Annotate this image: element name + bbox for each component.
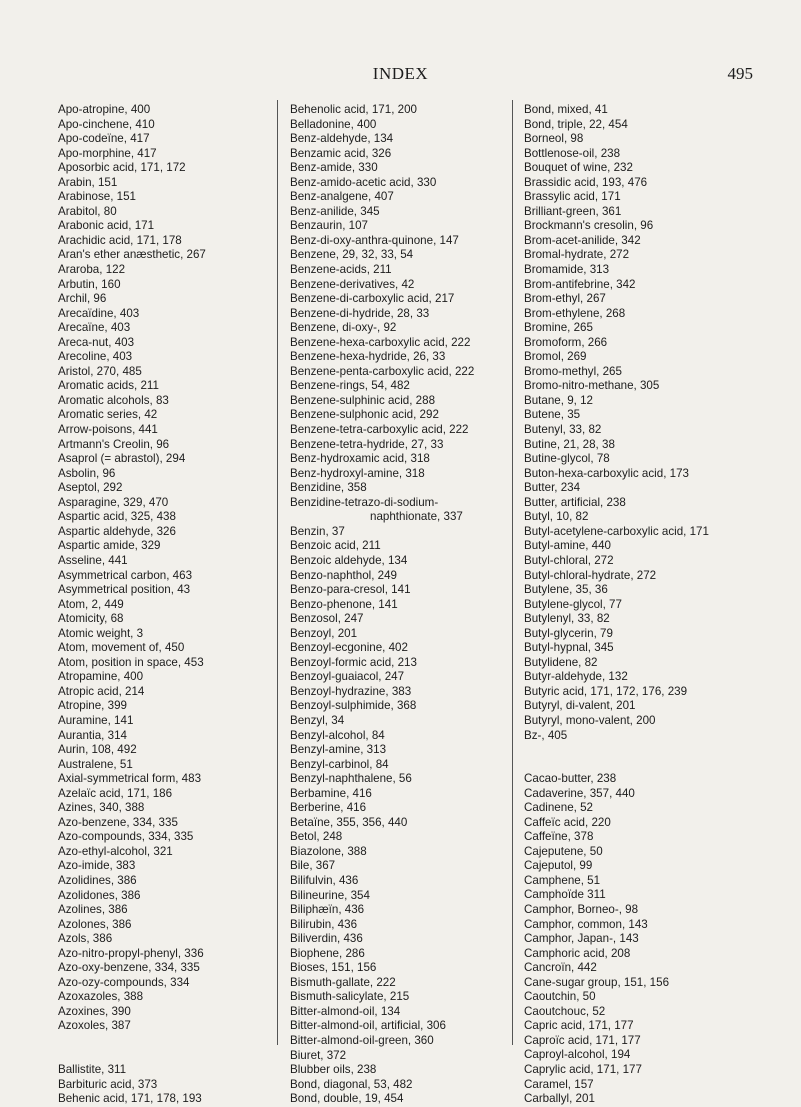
index-entry: Butter, 234	[524, 481, 581, 495]
index-entry: Atropine, 399	[58, 699, 127, 713]
index-entry: Caproïc acid, 171, 177	[524, 1033, 641, 1047]
index-entry: Bromol, 269	[524, 350, 587, 364]
index-entry: Camphoric acid, 208	[524, 946, 631, 960]
index-entry: Cajeputene, 50	[524, 844, 603, 858]
index-entry: Benzene-sulphonic acid, 292	[290, 408, 439, 422]
index-column-3	[524, 103, 764, 1107]
index-entry: Benzene-hexa-carboxylic acid, 222	[290, 335, 471, 349]
index-entry: Atom, position in space, 453	[58, 655, 204, 669]
index-entry: Benzene, 29, 32, 33, 54	[290, 248, 414, 262]
index-entry: Benzoyl-ecgonine, 402	[290, 641, 408, 655]
index-column-2	[290, 103, 525, 1107]
index-entry: Camphor, common, 143	[524, 917, 648, 931]
index-entry: Butylene, 35, 36	[524, 583, 608, 597]
index-entry: Benzaurin, 107	[290, 219, 368, 233]
index-entry: Benz-amide, 330	[290, 161, 378, 175]
index-entry: Butyl-acetylene-carboxylic acid, 171	[524, 524, 709, 538]
index-entry: Bromal-hydrate, 272	[524, 248, 630, 262]
index-entry: Benzene, di-oxy-, 92	[290, 321, 397, 335]
index-entry: Atomicity, 68	[58, 612, 124, 626]
index-entry: Benzoyl-hydrazine, 383	[290, 684, 412, 698]
index-entry: Benzoic acid, 211	[290, 539, 381, 553]
index-entry: Butyl-chloral, 272	[524, 553, 614, 567]
index-entry: Benzene-di-carboxylic acid, 217	[290, 292, 455, 306]
index-entry: Azolidines, 386	[58, 873, 137, 887]
index-entry: Butene, 35	[524, 408, 581, 422]
index-entry: Aspartic amide, 329	[58, 539, 161, 553]
index-entry: Butenyl, 33, 82	[524, 423, 602, 437]
index-entry: Butyl-glycerin, 79	[524, 626, 613, 640]
index-entry: Benzyl, 34	[290, 713, 345, 727]
index-entry: Behenolic acid, 171, 200	[290, 103, 417, 116]
index-entry: Benzene-hexa-hydride, 26, 33	[290, 350, 446, 364]
page-number: 495	[727, 64, 753, 83]
index-entry: Benzyl-alcohol, 84	[290, 728, 385, 742]
index-entry: Brassidic acid, 193, 476	[524, 175, 648, 189]
index-entry: Butane, 9, 12	[524, 393, 593, 407]
index-entry: Biuret, 372	[290, 1048, 347, 1062]
index-entry: Asaprol (= abrastol), 294	[58, 452, 186, 466]
index-entry: Benzoyl-formic acid, 213	[290, 655, 417, 669]
index-entry: Arabinose, 151	[58, 190, 136, 204]
index-entry: Bismuth-salicylate, 215	[290, 990, 410, 1004]
index-entry: Brom-antifebrine, 342	[524, 277, 636, 291]
index-entry: Butyl-chloral-hydrate, 272	[524, 568, 657, 582]
index-entry: Biliphæïn, 436	[290, 903, 365, 917]
index-entry: Areca-nut, 403	[58, 335, 135, 349]
index-entry: Azo-compounds, 334, 335	[58, 830, 194, 844]
index-entry: Biazolone, 388	[290, 844, 367, 858]
index-entry: Bismuth-gallate, 222	[290, 975, 396, 989]
index-entry: Caramel, 157	[524, 1077, 594, 1091]
index-entry: Benzo-phenone, 141	[290, 597, 398, 611]
index-entry: Butyryl, di-valent, 201	[524, 699, 636, 713]
index-entry: Azo-oxy-benzene, 334, 335	[58, 961, 200, 975]
index-entry: Bilifulvin, 436	[290, 873, 359, 887]
index-entry: Australene, 51	[58, 757, 133, 771]
index-entry: Apo-morphine, 417	[58, 146, 157, 160]
section-gap	[58, 1034, 293, 1063]
index-entry: Benzene-sulphinic acid, 288	[290, 393, 436, 407]
index-entry: Brom-acet-anilide, 342	[524, 233, 641, 247]
index-entry: Azines, 340, 388	[58, 801, 145, 815]
index-entry: Aspartic aldehyde, 326	[58, 524, 176, 538]
index-entry: Borneol, 98	[524, 132, 584, 146]
index-entry: Bond, mixed, 41	[524, 103, 608, 116]
index-entry: Butyl-amine, 440	[524, 539, 611, 553]
index-entry: Betaïne, 355, 356, 440	[290, 815, 408, 829]
index-entry: Araroba, 122	[58, 263, 126, 277]
index-column-1	[58, 103, 293, 1107]
index-entry: Butylene-glycol, 77	[524, 597, 622, 611]
index-entry: Bile, 367	[290, 859, 336, 873]
index-entry: Betol, 248	[290, 830, 343, 844]
index-entry: Aromatic acids, 211	[58, 379, 159, 393]
index-entry: Artmann's Creolin, 96	[58, 437, 170, 451]
index-entry: Arecoline, 403	[58, 350, 133, 364]
index-entry: Benz-anilide, 345	[290, 204, 380, 218]
index-entry: Bromo-methyl, 265	[524, 364, 622, 378]
index-entry: Arachidic acid, 171, 178	[58, 233, 182, 247]
index-entry: Benzo-naphthol, 249	[290, 568, 398, 582]
index-entry: Asbolin, 96	[58, 466, 116, 480]
index-entry: Bz-, 405	[524, 728, 568, 742]
index-entry: Cancroïn, 442	[524, 961, 597, 975]
index-entry: Benzene-tetra-carboxylic acid, 222	[290, 423, 469, 437]
index-entry: Bioses, 151, 156	[290, 961, 377, 975]
index-entry: Biliverdin, 436	[290, 932, 363, 946]
index-entry: Bromoform, 266	[524, 335, 608, 349]
index-entry: Blubber oils, 238	[290, 1063, 377, 1077]
index-entry: Benz-di-oxy-anthra-quinone, 147	[290, 233, 459, 247]
index-entry: Carballyl, 201	[524, 1092, 595, 1106]
index-entry: Benzidine-tetrazo-di-sodium-	[290, 495, 439, 509]
index-entry: Benzoic aldehyde, 134	[290, 553, 408, 567]
index-entry: Benz-hydroxamic acid, 318	[290, 452, 430, 466]
index-entry: Aurin, 108, 492	[58, 743, 137, 757]
index-entry: Bromo-nitro-methane, 305	[524, 379, 660, 393]
index-entry: Bilineurine, 354	[290, 888, 370, 902]
index-entry: Bond, triple, 22, 454	[524, 117, 628, 131]
index-entry: Auramine, 141	[58, 713, 134, 727]
index-entry: Caffeïc acid, 220	[524, 815, 611, 829]
index-entry: Benzin, 37	[290, 524, 345, 538]
index-entry: Butyr-aldehyde, 132	[524, 670, 628, 684]
index-entry: Brockmann's cresolin, 96	[524, 219, 654, 233]
index-entry: Azoxazoles, 388	[58, 990, 144, 1004]
index-entry: Butyryl, mono-valent, 200	[524, 713, 656, 727]
index-entry: Caprylic acid, 171, 177	[524, 1063, 642, 1076]
index-entry: Aromatic series, 42	[58, 408, 158, 422]
index-entry: Aseptol, 292	[58, 481, 123, 495]
index-entry: Benzoyl-guaiacol, 247	[290, 670, 405, 684]
index-entry: Benz-amido-acetic acid, 330	[290, 175, 437, 189]
index-entry: Benzosol, 247	[290, 612, 364, 626]
index-entry: Atropamine, 400	[58, 670, 144, 684]
index-entry: Barbituric acid, 373	[58, 1077, 158, 1091]
index-entry: Benzoyl, 201	[290, 626, 358, 640]
index-entry: Azolidones, 386	[58, 888, 141, 902]
index-entry: Arecaïne, 403	[58, 321, 131, 335]
index-entry: Butyl-hypnal, 345	[524, 641, 614, 655]
index-entry: Biophene, 286	[290, 946, 365, 960]
index-entry: Bouquet of wine, 232	[524, 161, 633, 175]
index-entry: Benzoyl-sulphimide, 368	[290, 699, 417, 713]
index-entry: Arabin, 151	[58, 175, 118, 189]
index-entry: Ballistite, 311	[58, 1063, 127, 1076]
index-entry: Azo-benzene, 334, 335	[58, 815, 178, 829]
index-entry: Bond, diagonal, 53, 482	[290, 1077, 413, 1091]
index-entry: Butylenyl, 33, 82	[524, 612, 610, 626]
index-entry: Apo-codeïne, 417	[58, 132, 150, 146]
index-entry: Benzo-para-cresol, 141	[290, 583, 411, 597]
index-entry: Benzamic acid, 326	[290, 146, 392, 160]
index-entry: Arrow-poisons, 441	[58, 423, 158, 437]
index-entry: Archil, 96	[58, 292, 107, 306]
index-entry: Brom-ethyl, 267	[524, 292, 606, 306]
index-entry: Cadaverine, 357, 440	[524, 786, 635, 800]
index-entry: Bitter-almond-oil, 134	[290, 1004, 401, 1018]
index-entry: Cadinene, 52	[524, 801, 593, 815]
index-entry: Azols, 386	[58, 932, 113, 946]
index-entry: Belladonine, 400	[290, 117, 377, 131]
index-entry: Arbutin, 160	[58, 277, 121, 291]
index-entry: Atom, movement of, 450	[58, 641, 185, 655]
index-entry: Butine, 21, 28, 38	[524, 437, 615, 451]
index-entry: Cane-sugar group, 151, 156	[524, 975, 670, 989]
index-entry: Caoutchin, 50	[524, 990, 596, 1004]
index-entry: Arecaïdine, 403	[58, 306, 140, 320]
index-entry: Camphor, Japan-, 143	[524, 932, 639, 946]
index-entry: Caoutchouc, 52	[524, 1004, 606, 1018]
index-entry: Benz-aldehyde, 134	[290, 132, 394, 146]
index-entry: Bottlenose-oil, 238	[524, 146, 621, 160]
index-entry: Caffeïne, 378	[524, 830, 594, 844]
index-entry: Camphene, 51	[524, 873, 601, 887]
index-entry: Benzene-acids, 211	[290, 263, 392, 277]
index-entry: Cacao-butter, 238	[524, 772, 617, 786]
index-entry: Behenic acid, 171, 178, 193	[58, 1092, 202, 1106]
index-entry: Azo-imide, 383	[58, 859, 136, 873]
index-entry: Azoxines, 390	[58, 1004, 131, 1018]
index-entry: Butter, artificial, 238	[524, 495, 626, 509]
index-entry: Bilirubin, 436	[290, 917, 358, 931]
index-entry: Azolones, 386	[58, 917, 132, 931]
index-entry: Benzene-rings, 54, 482	[290, 379, 410, 393]
index-entry: Arabonic acid, 171	[58, 219, 155, 233]
index-entry: Azo-ozy-compounds, 334	[58, 975, 190, 989]
index-entry: Benzyl-carbinol, 84	[290, 757, 389, 771]
index-entry: Apo-cinchene, 410	[58, 117, 155, 131]
index-entry: Capric acid, 171, 177	[524, 1019, 634, 1033]
index-entry: Azelaïc acid, 171, 186	[58, 786, 173, 800]
index-entry: Benzene-tetra-hydride, 27, 33	[290, 437, 444, 451]
index-entry: Brom-ethylene, 268	[524, 306, 626, 320]
index-entry: Benzene-di-hydride, 28, 33	[290, 306, 430, 320]
section-gap	[524, 743, 764, 772]
index-entry: Bromine, 265	[524, 321, 593, 335]
index-entry: Bitter-almond-oil, artificial, 306	[290, 1019, 446, 1033]
index-entry: Azolines, 386	[58, 903, 128, 917]
index-entry: Arabitol, 80	[58, 204, 117, 218]
index-entry: Camphor, Borneo-, 98	[524, 902, 639, 916]
index-entry: naphthionate, 337	[370, 510, 463, 524]
index-entry: Axial-symmetrical form, 483	[58, 772, 202, 786]
index-entry: Azoxoles, 387	[58, 1019, 131, 1033]
index-entry: Buton-hexa-carboxylic acid, 173	[524, 466, 689, 480]
index-entry: Aposorbic acid, 171, 172	[58, 161, 186, 175]
index-entry: Benzyl-naphthalene, 56	[290, 772, 412, 786]
index-entry: Apo-atropine, 400	[58, 103, 151, 116]
index-entry: Benz-hydroxyl-amine, 318	[290, 466, 425, 480]
index-entry: Aran's ether anæsthetic, 267	[58, 248, 206, 262]
index-entry: Atomic weight, 3	[58, 626, 144, 640]
index-entry: Berbamine, 416	[290, 786, 372, 800]
index-entry: Aristol, 270, 485	[58, 364, 142, 378]
index-entry: Asparagine, 329, 470	[58, 495, 169, 509]
index-entry: Asseline, 441	[58, 553, 128, 567]
index-entry: Atom, 2, 449	[58, 597, 124, 611]
index-entry: Asymmetrical carbon, 463	[58, 568, 193, 582]
index-entry: Cajeputol, 99	[524, 859, 593, 873]
index-entry: Bond, double, 19, 454	[290, 1092, 404, 1106]
index-entry: Butyl, 10, 82	[524, 510, 589, 524]
index-entry: Benzidine, 358	[290, 481, 367, 495]
index-entry: Butylidene, 82	[524, 655, 598, 669]
index-entry: Bitter-almond-oil-green, 360	[290, 1034, 434, 1047]
running-title: INDEX	[372, 64, 429, 83]
index-entry: Caproyl-alcohol, 194	[524, 1048, 631, 1062]
index-entry: Asymmetrical position, 43	[58, 583, 191, 597]
index-entry: Berberine, 416	[290, 801, 367, 815]
index-entry: Atropic acid, 214	[58, 684, 145, 698]
index-entry: Aurantia, 314	[58, 728, 127, 742]
index-entry: Bromamide, 313	[524, 263, 610, 277]
index-entry: Camphoïde 311	[524, 888, 606, 902]
index-entry: Brassylic acid, 171	[524, 190, 621, 204]
index-entry: Butyric acid, 171, 172, 176, 239	[524, 684, 688, 698]
index-entry: Azo-ethyl-alcohol, 321	[58, 844, 173, 858]
index-entry: Aromatic alcohols, 83	[58, 393, 169, 407]
index-entry: Brilliant-green, 361	[524, 204, 622, 218]
index-entry: Benzene-derivatives, 42	[290, 277, 415, 291]
index-entry: Benz-analgene, 407	[290, 190, 394, 204]
page-header	[0, 64, 801, 88]
index-entry: Butine-glycol, 78	[524, 452, 610, 466]
index-entry: Aspartic acid, 325, 438	[58, 510, 176, 524]
index-entry: Benzene-penta-carboxylic acid, 222	[290, 364, 475, 378]
index-entry: Azo-nitro-propyl-phenyl, 336	[58, 946, 204, 960]
index-entry: Benzyl-amine, 313	[290, 743, 387, 757]
